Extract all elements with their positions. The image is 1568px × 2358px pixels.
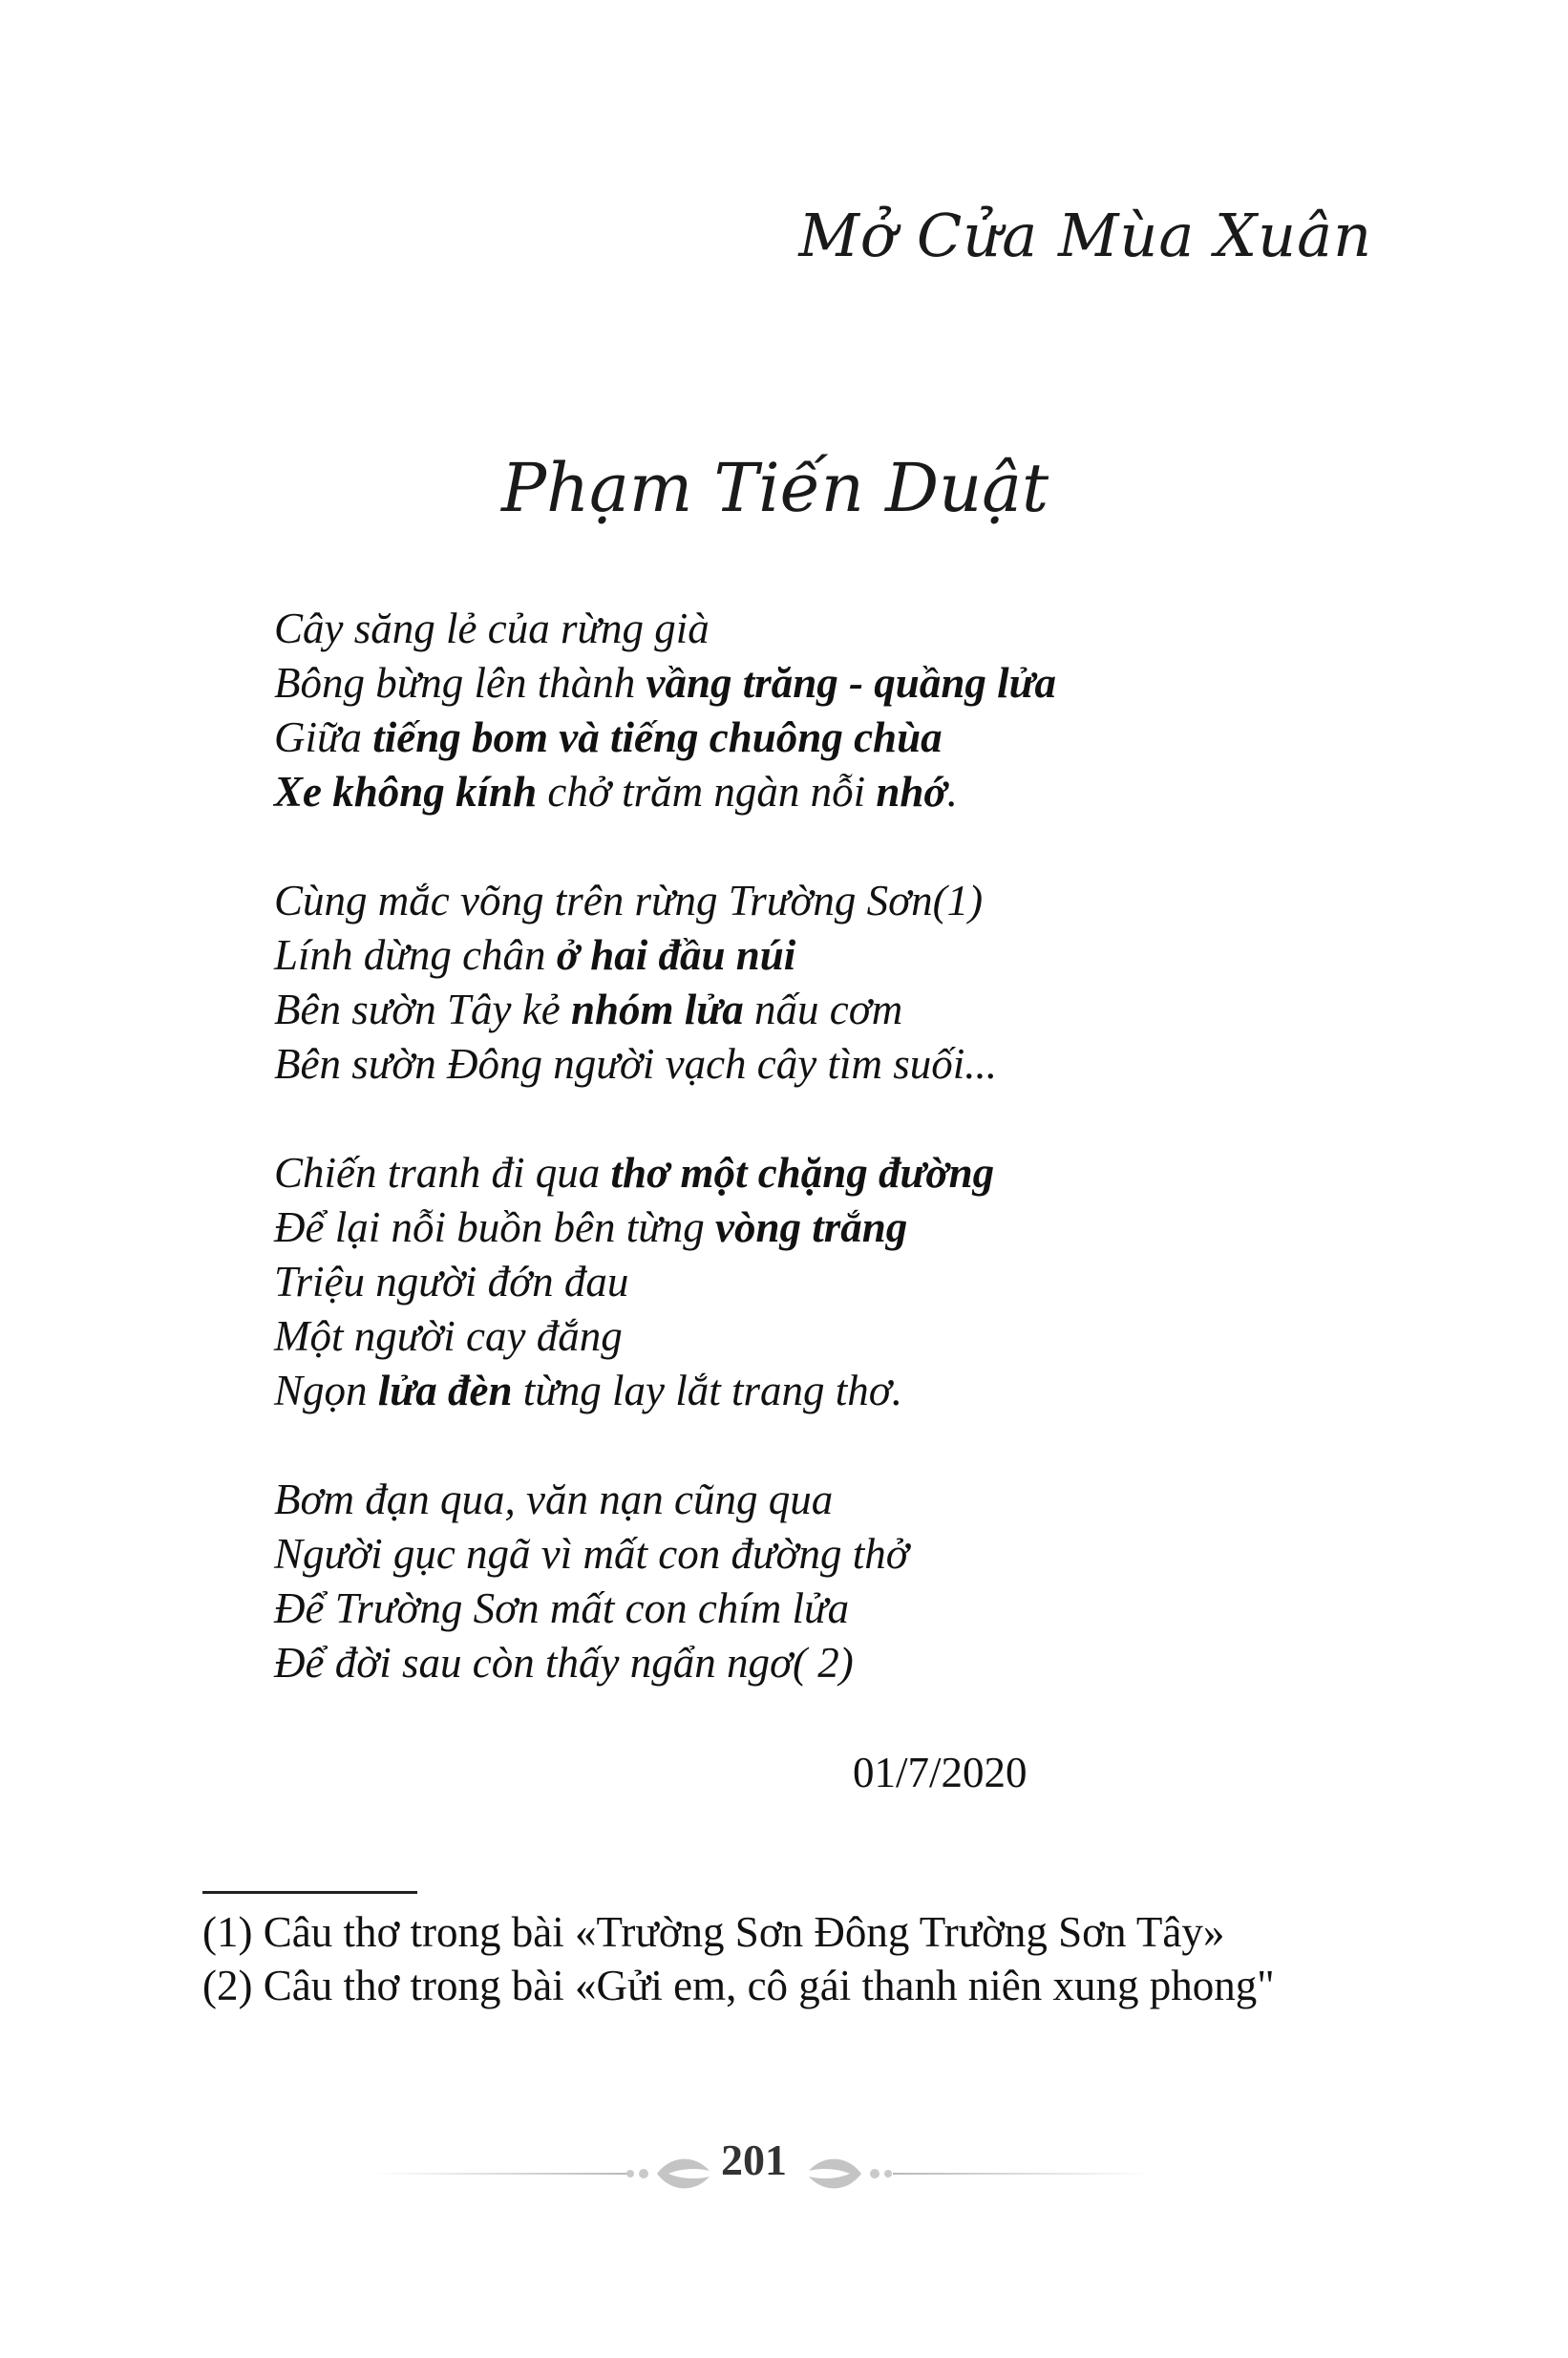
poem-line-text: chở trăm ngàn nỗi <box>537 768 877 816</box>
page-number: 201 <box>721 2135 787 2184</box>
poem-line-text: Một người cay đắng <box>274 1312 623 1360</box>
poem-line-text: từng lay lắt trang thơ. <box>512 1367 903 1414</box>
poem-line-text: Để đời sau còn thấy ngẩn ngơ( 2) <box>274 1639 854 1687</box>
flourish-right-icon <box>795 2150 900 2198</box>
flourish-left-icon <box>619 2150 724 2198</box>
poem-line-emphasis: vầng trăng - quầng lửa <box>646 659 1057 707</box>
poem-line <box>274 1309 1372 1364</box>
poem-line-text: nấu cơm <box>743 986 903 1033</box>
poem-line <box>274 1527 1372 1582</box>
footnotes <box>202 1905 1348 2012</box>
poem-line <box>274 765 1372 819</box>
poem-line-text: Cùng mắc võng trên rừng Trường Sơn(1) <box>274 877 984 924</box>
poem-line-text: Triệu người đớn đau <box>274 1258 629 1306</box>
footnote-divider <box>202 1891 417 1894</box>
running-header-title: Mở Cửa Mùa Xuân <box>798 201 1372 270</box>
poem-line-text: Để lại nỗi buồn bên từng <box>274 1203 715 1251</box>
poem-body <box>274 602 1372 1745</box>
poem-line <box>274 1582 1372 1636</box>
poem-line-text: Lính dừng chân <box>274 931 557 979</box>
poem-line-text: . <box>946 768 958 816</box>
poem-author-title: Phạm Tiến Duật <box>501 449 1049 527</box>
poem-line <box>274 602 1372 656</box>
poem-line <box>274 1636 1372 1690</box>
ornament-line-left <box>372 2173 630 2175</box>
poem-stanza <box>274 602 1372 819</box>
poem-line-text: Giữa <box>274 713 373 761</box>
poem-line <box>274 1364 1372 1418</box>
footnote-2: (2) Câu thơ trong bài «Gửi em, cô gái thanh niên xung phong" <box>202 1962 1275 2009</box>
poem-stanza <box>274 1473 1372 1690</box>
poem-line-text: Bên sườn Tây kẻ <box>274 986 571 1033</box>
poem-line <box>274 711 1372 765</box>
poem-line <box>274 874 1372 928</box>
poem-line-text: Bơm đạn qua, văn nạn cũng qua <box>274 1476 834 1523</box>
poem-line-emphasis: thơ một chặng đường <box>610 1149 995 1197</box>
poem-line <box>274 928 1372 983</box>
poem-line-emphasis: nhớ <box>876 768 947 816</box>
poem-stanza <box>274 1146 1372 1418</box>
poem-line <box>274 1200 1372 1255</box>
poem-line <box>274 1037 1372 1092</box>
poem-line <box>274 656 1372 711</box>
poem-line-emphasis: Xe không kính <box>274 768 538 816</box>
poem-line-text: Ngọn <box>274 1367 378 1414</box>
poem-line-text: Bông bừng lên thành <box>274 659 646 707</box>
poem-line-emphasis: nhóm lửa <box>570 986 744 1033</box>
ornament-line-right <box>893 2173 1151 2175</box>
poem-line <box>274 1473 1372 1527</box>
poem-line-text: Để Trường Sơn mất con chím lửa <box>274 1584 850 1632</box>
poem-line <box>274 1146 1372 1200</box>
poem-line-emphasis: vòng trắng <box>715 1203 908 1251</box>
page-number-ornament <box>0 2135 1568 2211</box>
poem-line-text: Chiến tranh đi qua <box>274 1149 611 1197</box>
poem-line-text: Bên sườn Đông người vạch cây tìm suối... <box>274 1040 998 1088</box>
poem-line-emphasis: ở hai đầu núi <box>556 931 796 979</box>
poem-line-emphasis: lửa đèn <box>377 1367 513 1414</box>
poem-line-text: Cây săng lẻ của rừng già <box>274 605 710 652</box>
poem-line-emphasis: tiếng bom và tiếng chuông chùa <box>372 713 943 761</box>
poem-line <box>274 1255 1372 1309</box>
poem-line <box>274 983 1372 1037</box>
poem-date: 01/7/2020 <box>853 1749 1028 1796</box>
poem-stanza <box>274 874 1372 1092</box>
footnote-1: (1) Câu thơ trong bài «Trường Sơn Đông Trường Sơn Tây» <box>202 1908 1225 1956</box>
poem-line-text: Người gục ngã vì mất con đường thở <box>274 1530 909 1578</box>
